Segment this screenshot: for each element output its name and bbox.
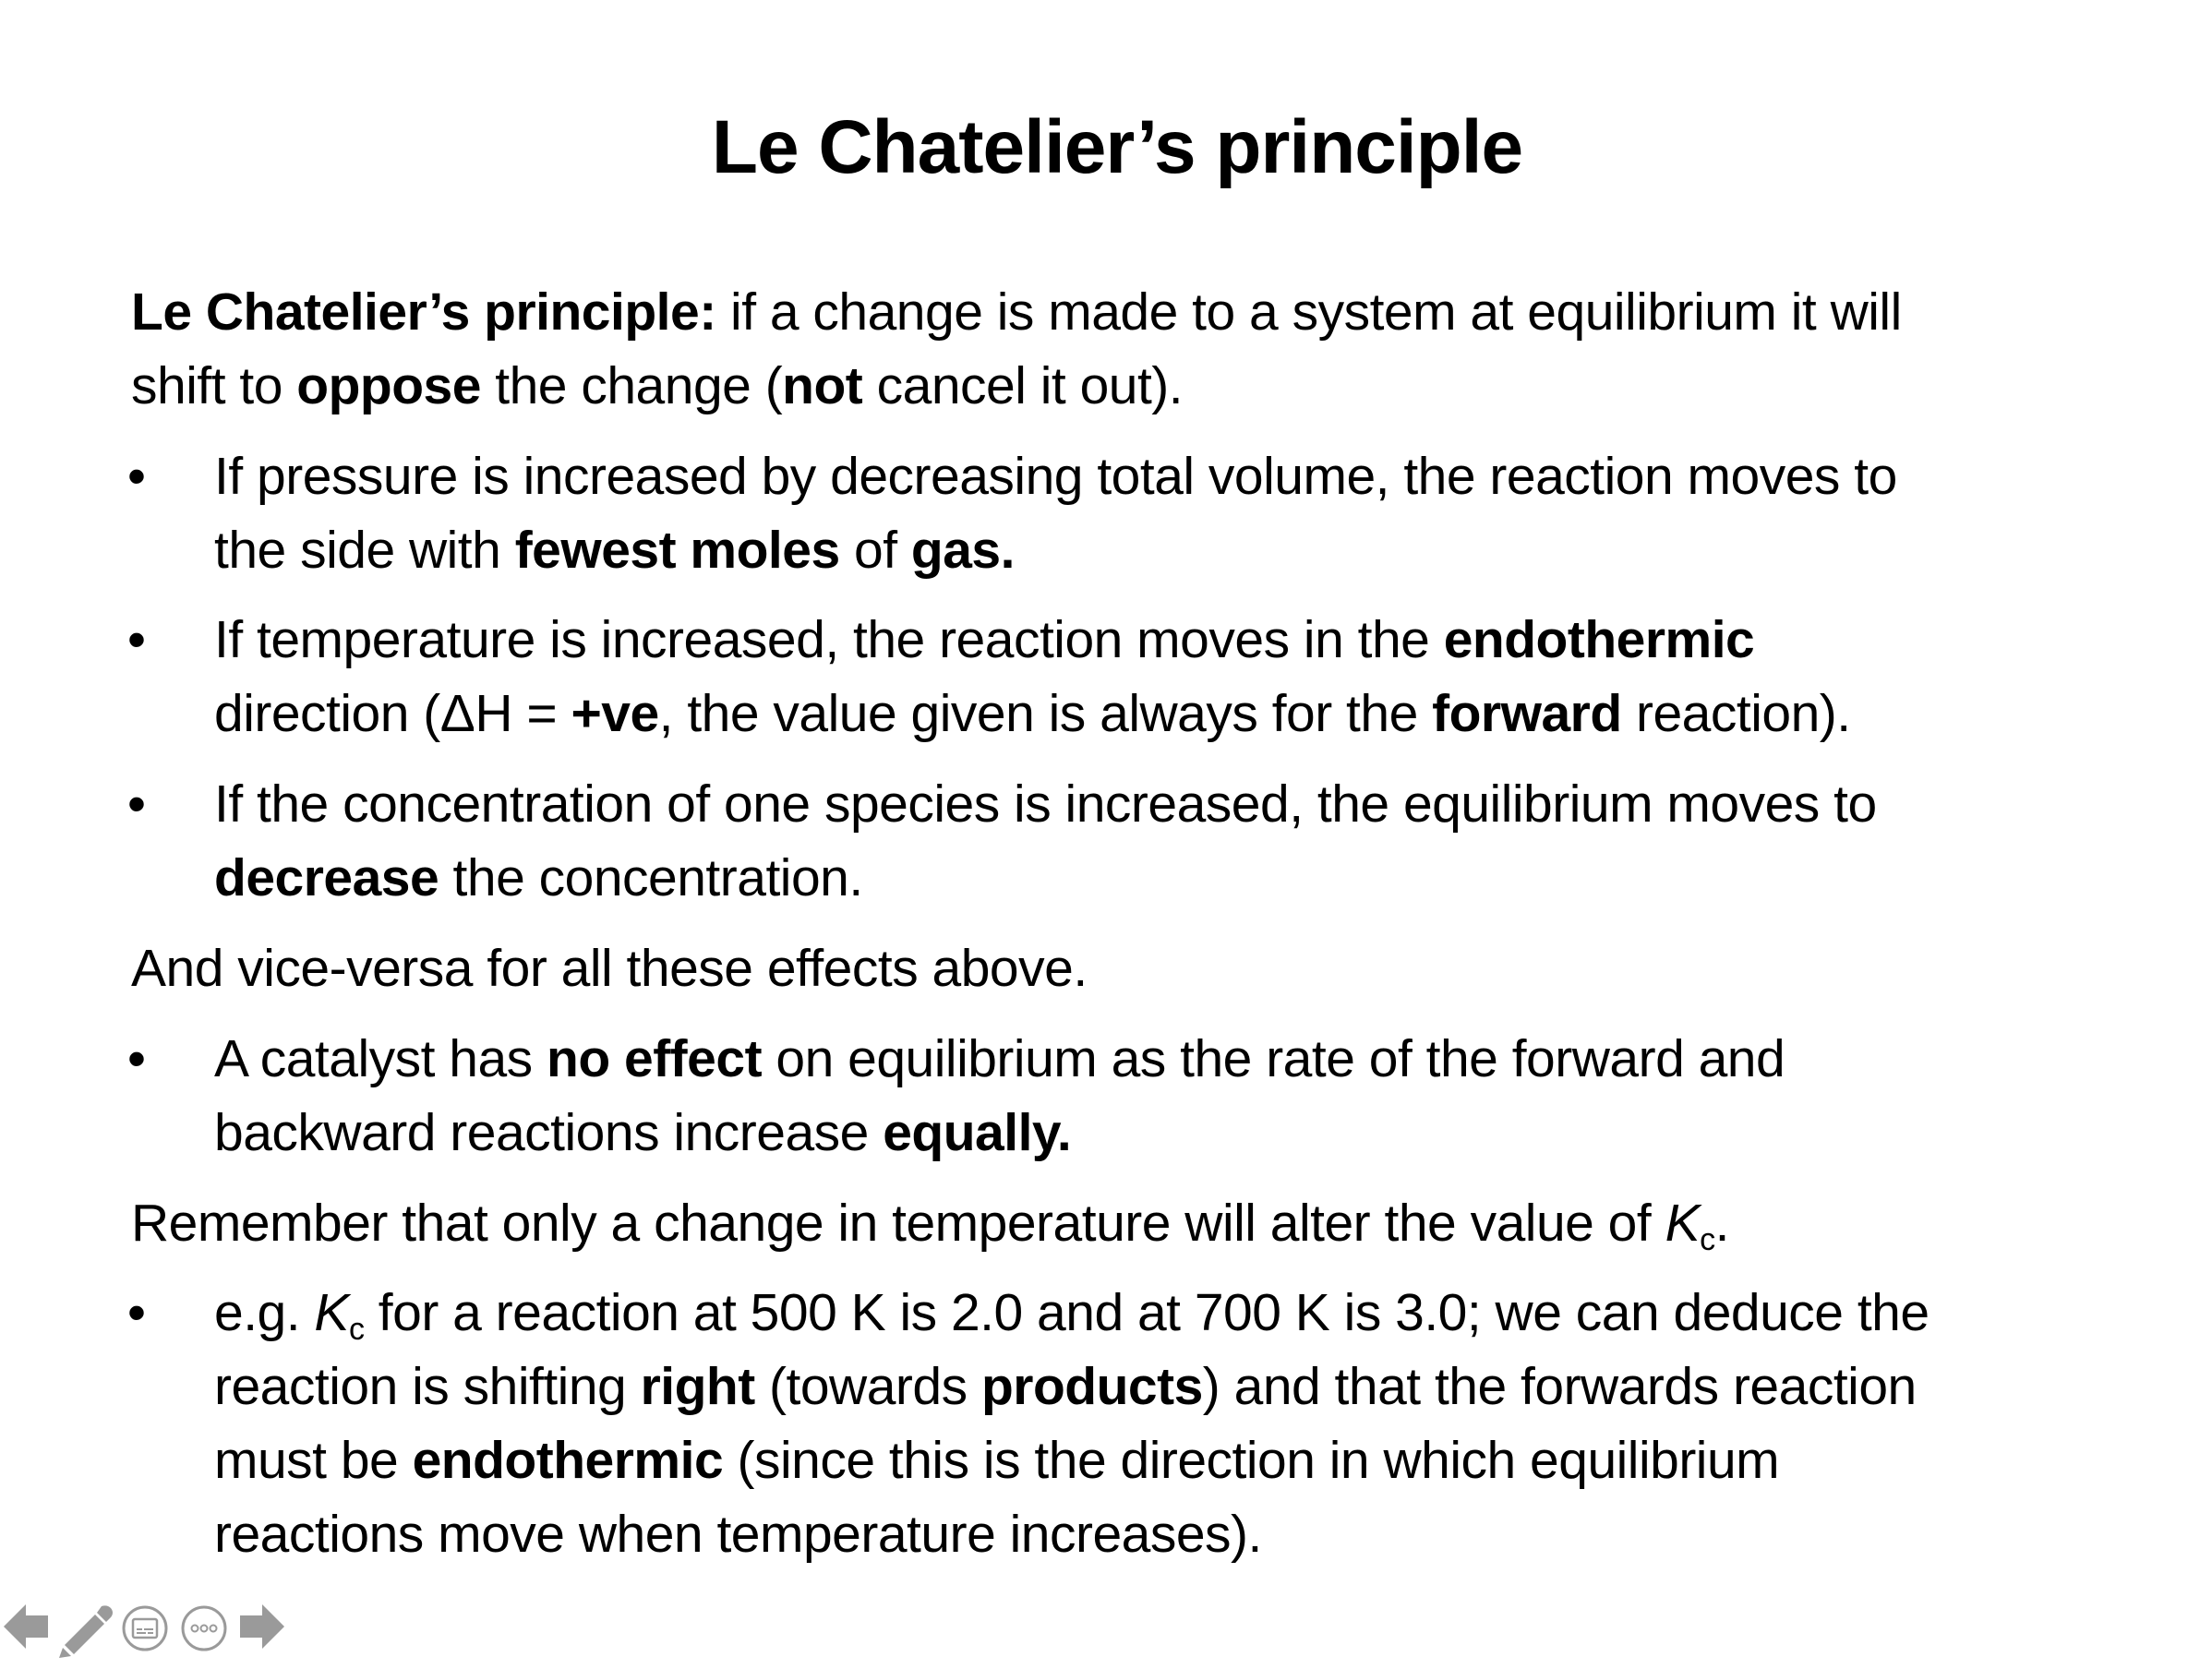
- pen-icon: [59, 1604, 114, 1658]
- intro-text: if a change is made to a system at equilibrium it will: [715, 282, 1902, 342]
- text: , the value given is always for the: [658, 684, 1433, 743]
- bullet-marker: •: [127, 1283, 146, 1342]
- bold-text: endothermic: [412, 1431, 724, 1490]
- text: backward reactions increase: [214, 1103, 884, 1162]
- text: reaction is shifting: [214, 1357, 641, 1416]
- bullet-marker: •: [127, 1029, 146, 1088]
- text: e.g.: [214, 1283, 315, 1342]
- bullet-5-line-3: [214, 1423, 1779, 1497]
- previous-slide-button[interactable]: [4, 1604, 50, 1669]
- bold-text: no effect: [547, 1029, 763, 1088]
- more-options-button[interactable]: [180, 1604, 228, 1669]
- bold-text: equally.: [883, 1103, 1072, 1162]
- intro-line-1: [131, 275, 1902, 349]
- text: A catalyst has: [214, 1029, 547, 1088]
- bold-text: products: [980, 1357, 1203, 1416]
- bullet-marker: •: [127, 774, 146, 834]
- bold-text: decrease: [214, 848, 439, 907]
- text: for a reaction at 500 K is 2.0 and at 700 K is 3.0; we can deduce the: [364, 1283, 1929, 1342]
- bold-text: gas.: [910, 521, 1015, 580]
- more-icon: [180, 1604, 228, 1652]
- text: direction (ΔH =: [214, 684, 571, 743]
- bold-text: right: [640, 1357, 755, 1416]
- text: cancel it out).: [862, 356, 1184, 415]
- bold-text: forward: [1432, 684, 1622, 743]
- text: (towards: [754, 1357, 981, 1416]
- text: If temperature is increased, the reaction moves in the: [214, 610, 1444, 669]
- bold-text: endothermic: [1443, 610, 1755, 669]
- bullet-3-line-2: [214, 841, 863, 915]
- bullet-2-line-2: [214, 677, 1851, 750]
- arrow-left-icon: [4, 1604, 50, 1651]
- text: shift to: [131, 356, 297, 415]
- bullet-5-line-1: [214, 1276, 1929, 1350]
- bold-text: fewest moles: [514, 521, 840, 580]
- text: the side with: [214, 521, 515, 580]
- arrow-right-icon: [240, 1604, 286, 1651]
- bold-text: +ve: [571, 684, 659, 743]
- bullet-3-line-1: If the concentration of one species is increased, the equilibrium moves to: [214, 774, 1877, 834]
- kc-symbol: K: [314, 1283, 349, 1342]
- text: reaction).: [1621, 684, 1851, 743]
- text: of: [839, 521, 911, 580]
- text: the change (: [480, 356, 783, 415]
- bullet-marker: •: [127, 610, 146, 669]
- subtitles-button[interactable]: [121, 1604, 169, 1669]
- bullet-2-line-1: [214, 603, 1754, 677]
- kc-subscript: c: [348, 1312, 365, 1347]
- text: (since this is the direction in which equilibrium: [723, 1431, 1780, 1490]
- kc-subscript: c: [1700, 1222, 1715, 1257]
- text: on equilibrium as the rate of the forward and: [762, 1029, 1785, 1088]
- bullet-4-line-2: [214, 1096, 1071, 1170]
- principle-term: Le Chatelier’s principle:: [131, 282, 716, 342]
- next-slide-button[interactable]: [240, 1604, 286, 1669]
- text: .: [1714, 1194, 1729, 1253]
- subtitles-icon: [121, 1604, 169, 1652]
- vice-versa-line: And vice-versa for all these effects above.: [131, 939, 1088, 998]
- bullet-4-line-1: [214, 1022, 1785, 1096]
- remember-line: [131, 1186, 1729, 1260]
- text: the concentration.: [439, 848, 863, 907]
- bullet-1-line-1: If pressure is increased by decreasing total volume, the reaction moves to: [214, 447, 1897, 506]
- pen-tool-button[interactable]: [59, 1604, 114, 1669]
- slide-title: Le Chatelier’s principle: [711, 105, 1523, 189]
- bullet-marker: •: [127, 447, 146, 506]
- text: must be: [214, 1431, 413, 1490]
- text: ) and that the forwards reaction: [1202, 1357, 1917, 1416]
- intro-line-2: [131, 349, 1183, 423]
- bold-text: not: [782, 356, 863, 415]
- bullet-5-line-2: [214, 1350, 1917, 1423]
- bold-text: oppose: [296, 356, 481, 415]
- bullet-1-line-2: [214, 513, 1015, 587]
- bullet-5-line-4: reactions move when temperature increases).: [214, 1505, 1262, 1564]
- text: Remember that only a change in temperature will alter the value of: [131, 1194, 1665, 1253]
- kc-symbol: K: [1665, 1194, 1701, 1253]
